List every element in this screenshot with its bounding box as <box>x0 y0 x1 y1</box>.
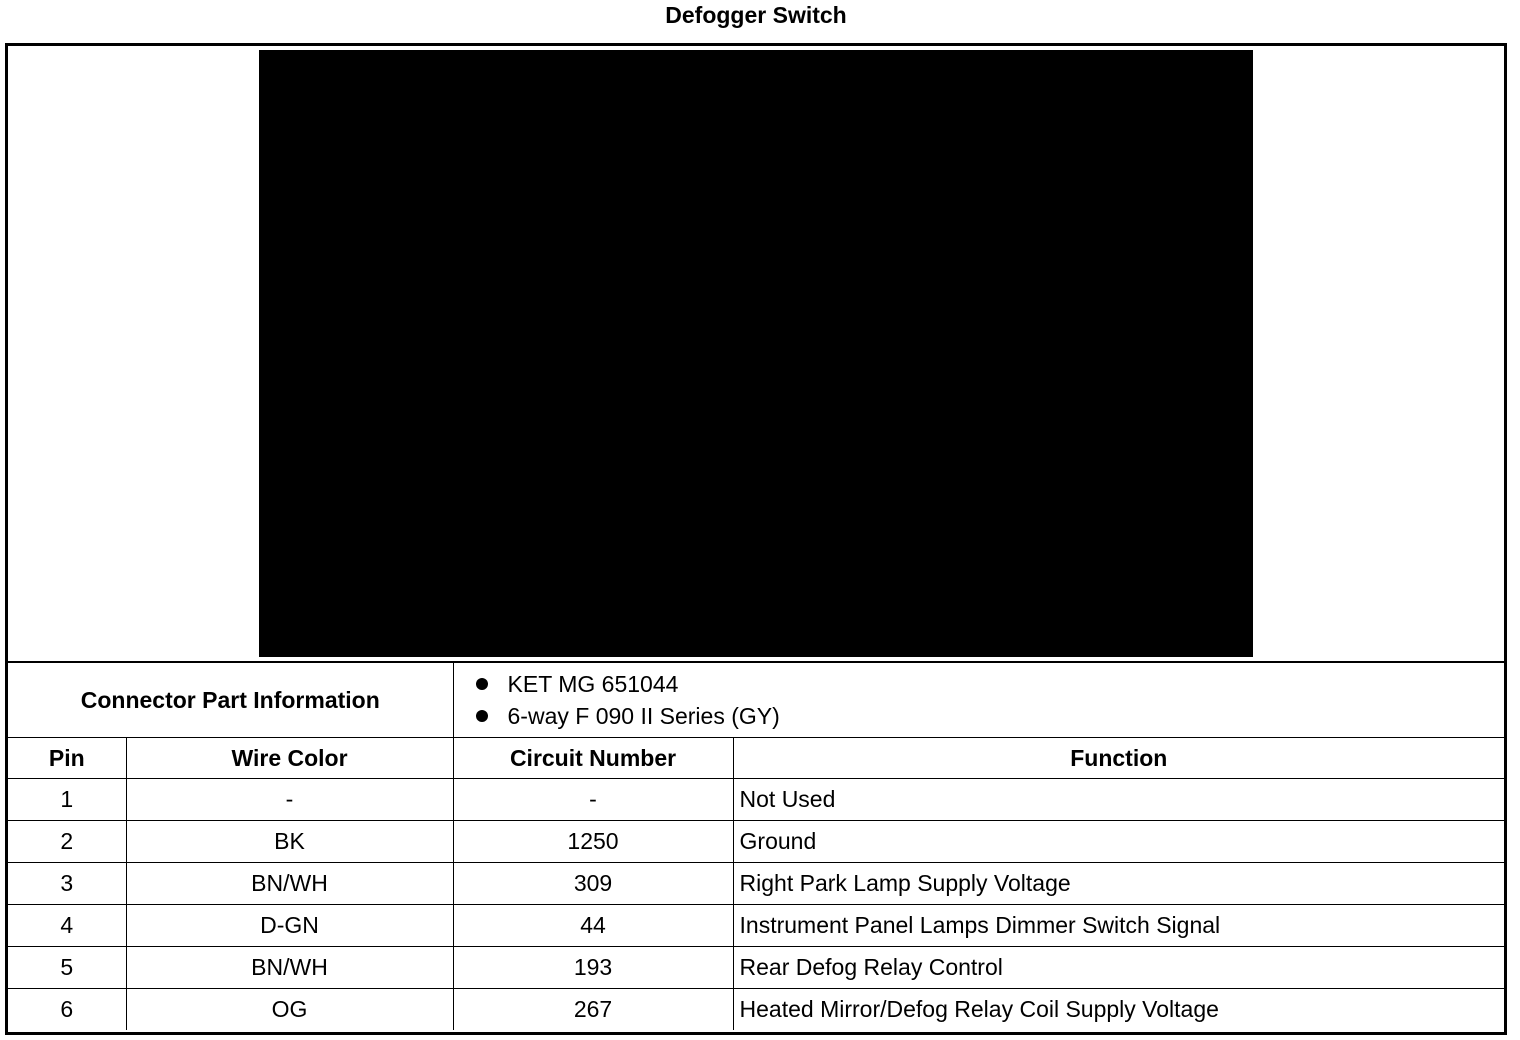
connector-info-row <box>8 663 1504 738</box>
page-title: Defogger Switch <box>665 2 847 28</box>
connector-info-list <box>454 668 1505 732</box>
function-cell: Not Used <box>733 779 1504 821</box>
connector-info-cell <box>453 663 1504 738</box>
table-row <box>8 821 1504 863</box>
pin-cell: 4 <box>8 905 126 947</box>
table-row <box>8 989 1504 1031</box>
pin-cell: 6 <box>8 989 126 1031</box>
function-cell: Right Park Lamp Supply Voltage <box>733 863 1504 905</box>
table-header-row <box>8 738 1504 779</box>
table-row <box>8 779 1504 821</box>
header-function: Function <box>733 738 1504 779</box>
pin-cell: 3 <box>8 863 126 905</box>
wire-color-cell: D-GN <box>126 905 453 947</box>
connector-info-text: 6-way F 090 II Series (GY) <box>507 703 780 729</box>
circuit-number-cell: 309 <box>453 863 733 905</box>
circuit-number-cell: 267 <box>453 989 733 1031</box>
pin-cell: 5 <box>8 947 126 989</box>
table-row <box>8 905 1504 947</box>
connector-info-label: Connector Part Information <box>8 663 453 738</box>
function-cell: Ground <box>733 821 1504 863</box>
connector-document <box>5 43 1507 1035</box>
connector-image <box>259 50 1253 657</box>
pin-cell: 1 <box>8 779 126 821</box>
function-cell: Instrument Panel Lamps Dimmer Switch Signal <box>733 905 1504 947</box>
header-circuit-number: Circuit Number <box>453 738 733 779</box>
function-cell: Heated Mirror/Defog Relay Coil Supply Voltage <box>733 989 1504 1031</box>
wire-color-cell: - <box>126 779 453 821</box>
wire-color-cell: BN/WH <box>126 947 453 989</box>
wire-color-cell: BN/WH <box>126 863 453 905</box>
connector-info-item <box>476 700 1505 732</box>
circuit-number-cell: - <box>453 779 733 821</box>
function-cell: Rear Defog Relay Control <box>733 947 1504 989</box>
pin-cell: 2 <box>8 821 126 863</box>
bullet-icon <box>476 710 488 722</box>
table-row <box>8 947 1504 989</box>
circuit-number-cell: 44 <box>453 905 733 947</box>
connector-image-area <box>8 46 1504 663</box>
wire-color-cell: BK <box>126 821 453 863</box>
circuit-number-cell: 1250 <box>453 821 733 863</box>
wire-color-cell: OG <box>126 989 453 1031</box>
connector-pinout-table <box>8 663 1504 1030</box>
table-row <box>8 863 1504 905</box>
header-pin: Pin <box>8 738 126 779</box>
header-wire-color: Wire Color <box>126 738 453 779</box>
connector-info-item <box>476 668 1505 700</box>
bullet-icon <box>476 678 488 690</box>
connector-info-text: KET MG 651044 <box>507 671 679 697</box>
circuit-number-cell: 193 <box>453 947 733 989</box>
